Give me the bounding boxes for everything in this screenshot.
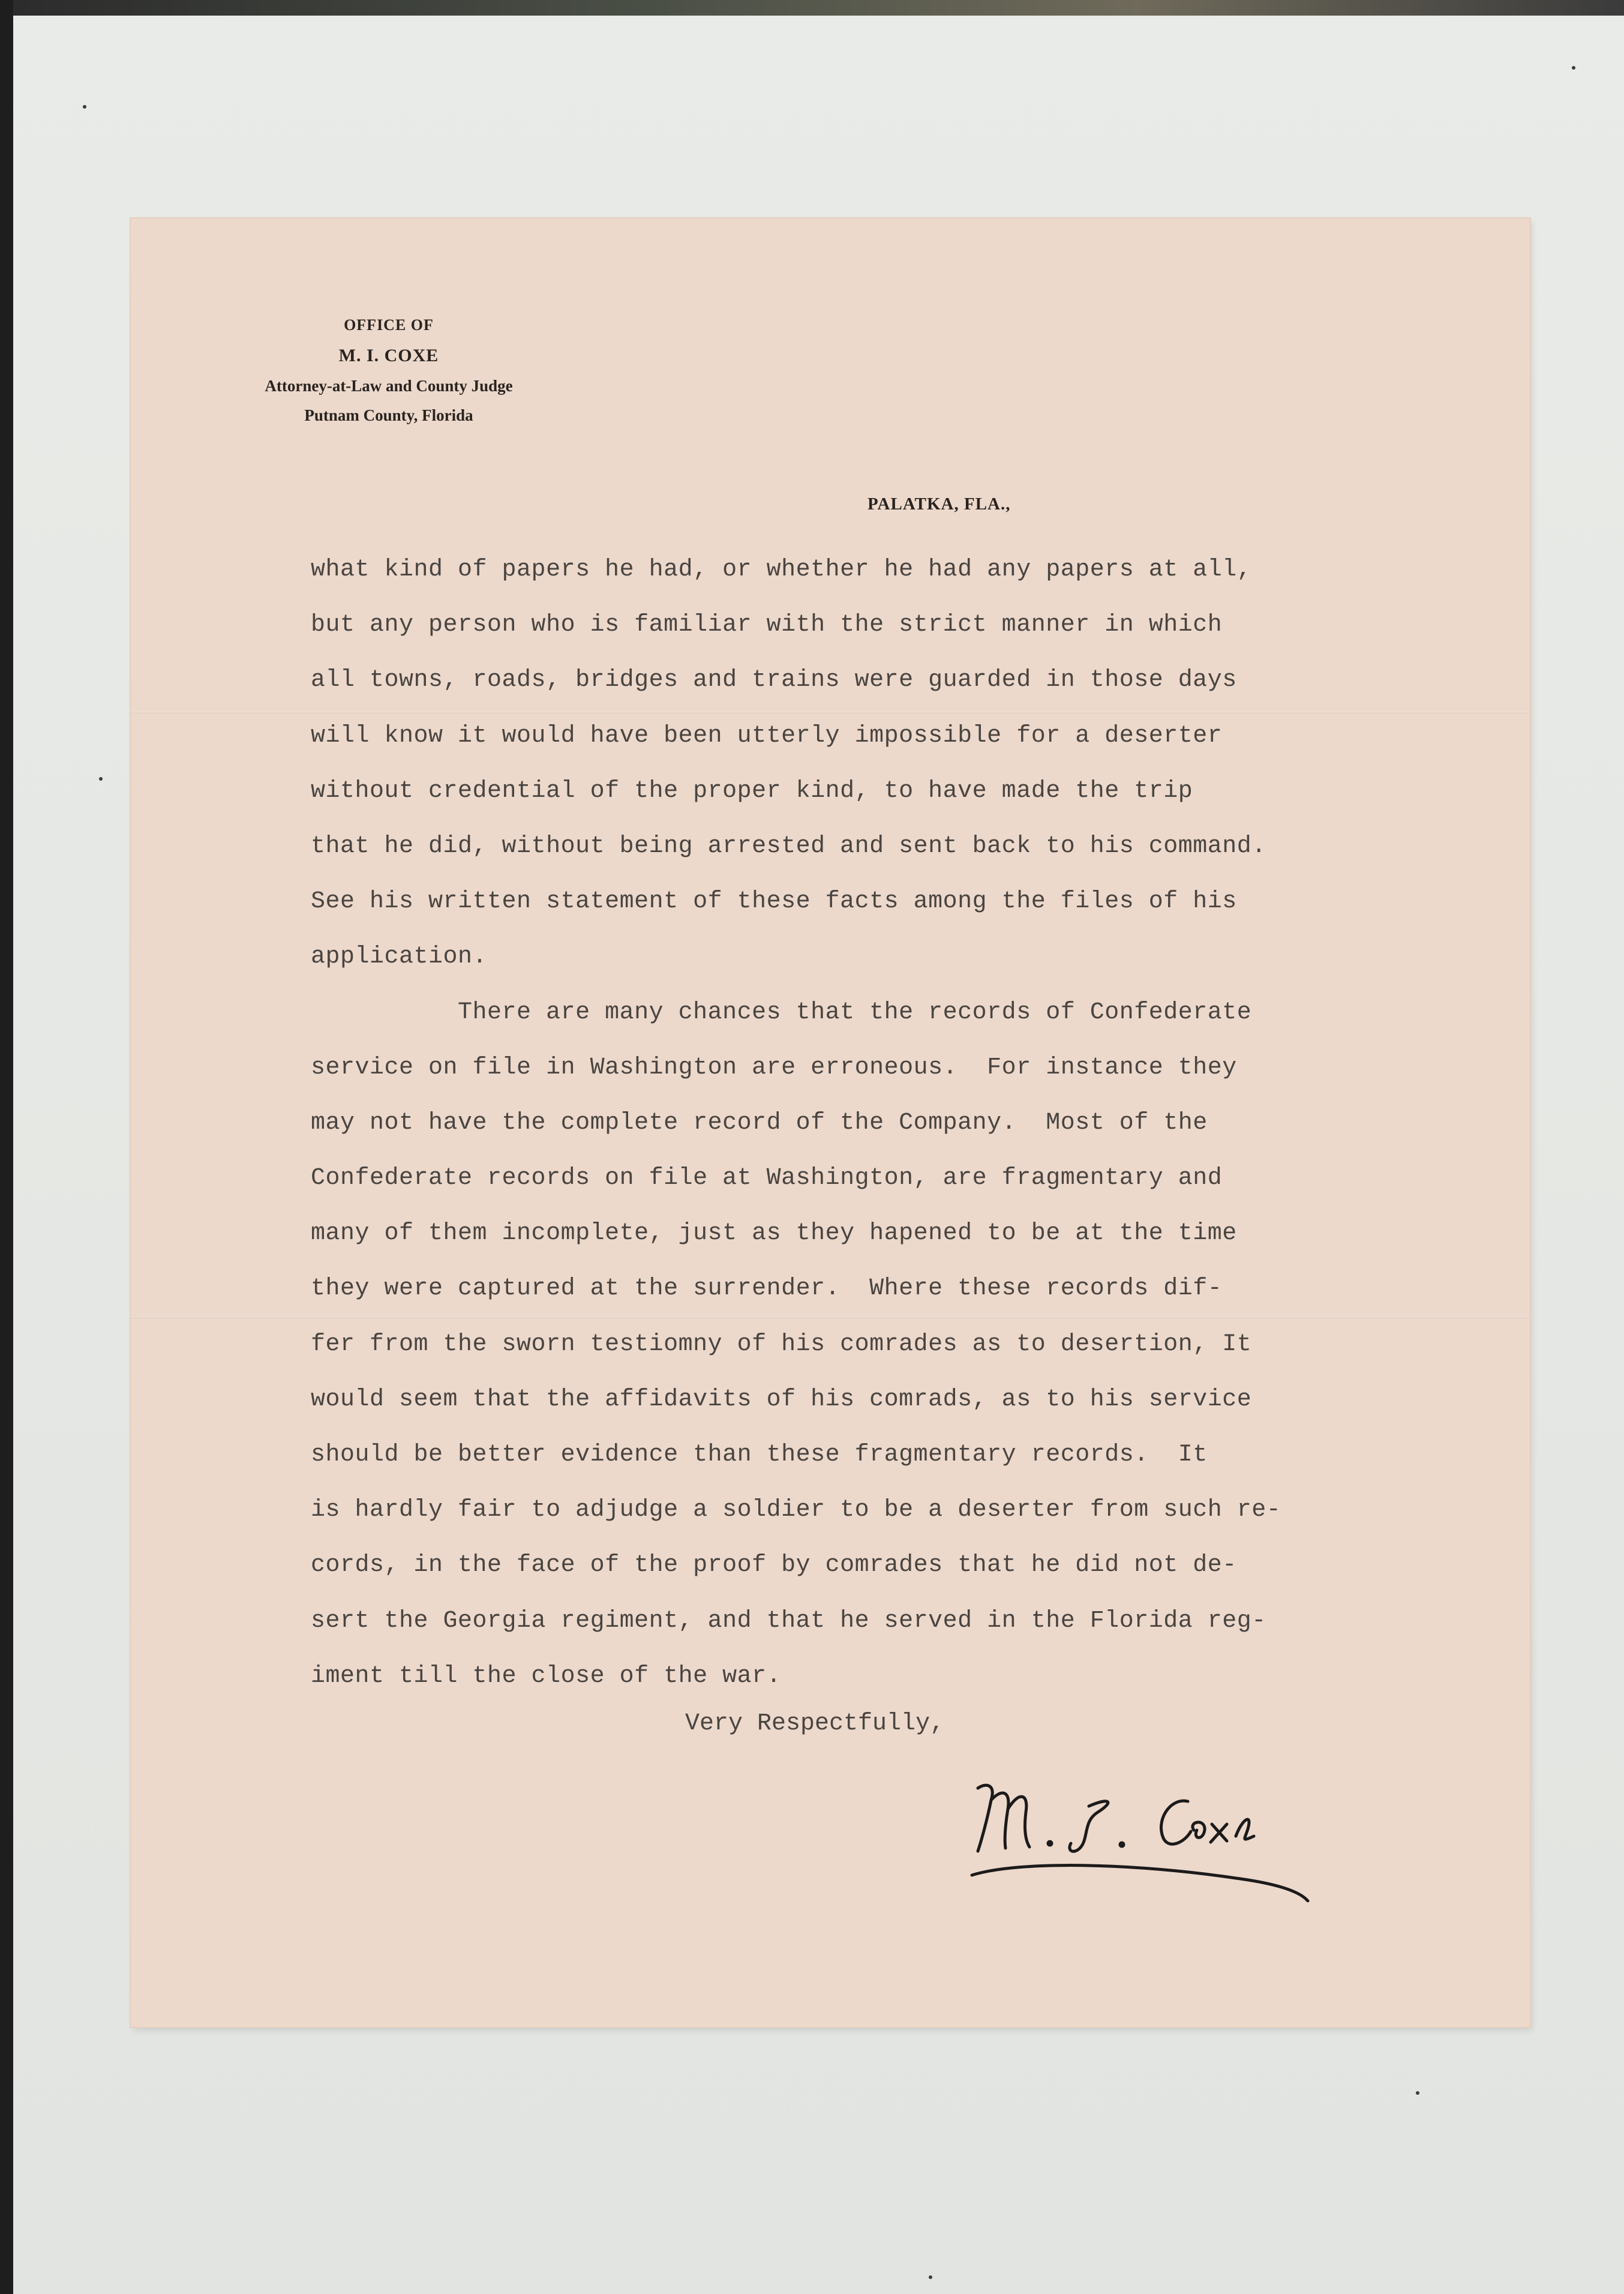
letterhead-title: Attorney-at-Law and County Judge bbox=[265, 377, 513, 395]
body-line: See his written statement of these facts among the files of his bbox=[311, 888, 1237, 916]
body-line: fer from the sworn testiomny of his comrades as to desertion, It bbox=[311, 1330, 1252, 1358]
scan-speck bbox=[83, 105, 86, 109]
body-line: they were captured at the surrender. Where these records dif- bbox=[311, 1275, 1223, 1303]
letterhead-office: OFFICE OF bbox=[344, 316, 434, 334]
handwritten-signature bbox=[954, 1764, 1338, 1902]
scan-speck bbox=[929, 2275, 932, 2279]
body-line: Confederate records on file at Washington, are fragmentary and bbox=[311, 1165, 1223, 1192]
body-line: that he did, without being arrested and sent back to his command. bbox=[311, 832, 1266, 860]
body-line: sert the Georgia regiment, and that he served in the Florida reg- bbox=[311, 1607, 1266, 1635]
body-line: iment till the close of the war. bbox=[311, 1662, 782, 1690]
scan-speck bbox=[99, 777, 103, 781]
body-line: service on file in Washington are erroneous. For instance they bbox=[311, 1054, 1237, 1081]
letterhead-county: Putnam County, Florida bbox=[304, 406, 473, 424]
closing-line: Very Respectfully, bbox=[685, 1710, 945, 1737]
letterhead bbox=[221, 310, 557, 430]
scan-top-edge bbox=[0, 0, 1624, 16]
letter-body bbox=[311, 542, 1487, 1704]
scan-speck bbox=[1416, 2091, 1419, 2095]
body-line: all towns, roads, bridges and trains were guarded in those days bbox=[311, 667, 1237, 694]
place-line: PALATKA, FLA., bbox=[867, 494, 1011, 514]
scan-left-edge bbox=[0, 0, 13, 2294]
body-line: may not have the complete record of the Company. Most of the bbox=[311, 1109, 1208, 1136]
letterhead-name: M. I. COXE bbox=[338, 346, 439, 365]
scan-speck bbox=[1572, 66, 1575, 70]
body-line: without credential of the proper kind, to have made the trip bbox=[311, 777, 1193, 805]
body-line: what kind of papers he had, or whether he had any papers at all, bbox=[311, 556, 1252, 583]
body-line: will know it would have been utterly impossible for a deserter bbox=[311, 722, 1223, 749]
body-line: cords, in the face of the proof by comrades that he did not de- bbox=[311, 1552, 1237, 1579]
body-line: but any person who is familiar with the strict manner in which bbox=[311, 611, 1223, 639]
body-line: many of them incomplete, just as they hapened to be at the time bbox=[311, 1220, 1237, 1248]
body-line: is hardly fair to adjudge a soldier to be a deserter from such re- bbox=[311, 1497, 1281, 1524]
body-line: application. bbox=[311, 943, 488, 971]
body-line: would seem that the affidavits of his comrads, as to his service bbox=[311, 1386, 1252, 1413]
body-line: should be better evidence than these fragmentary records. It bbox=[311, 1441, 1208, 1468]
body-line: There are many chances that the records of Confederate bbox=[311, 998, 1252, 1026]
